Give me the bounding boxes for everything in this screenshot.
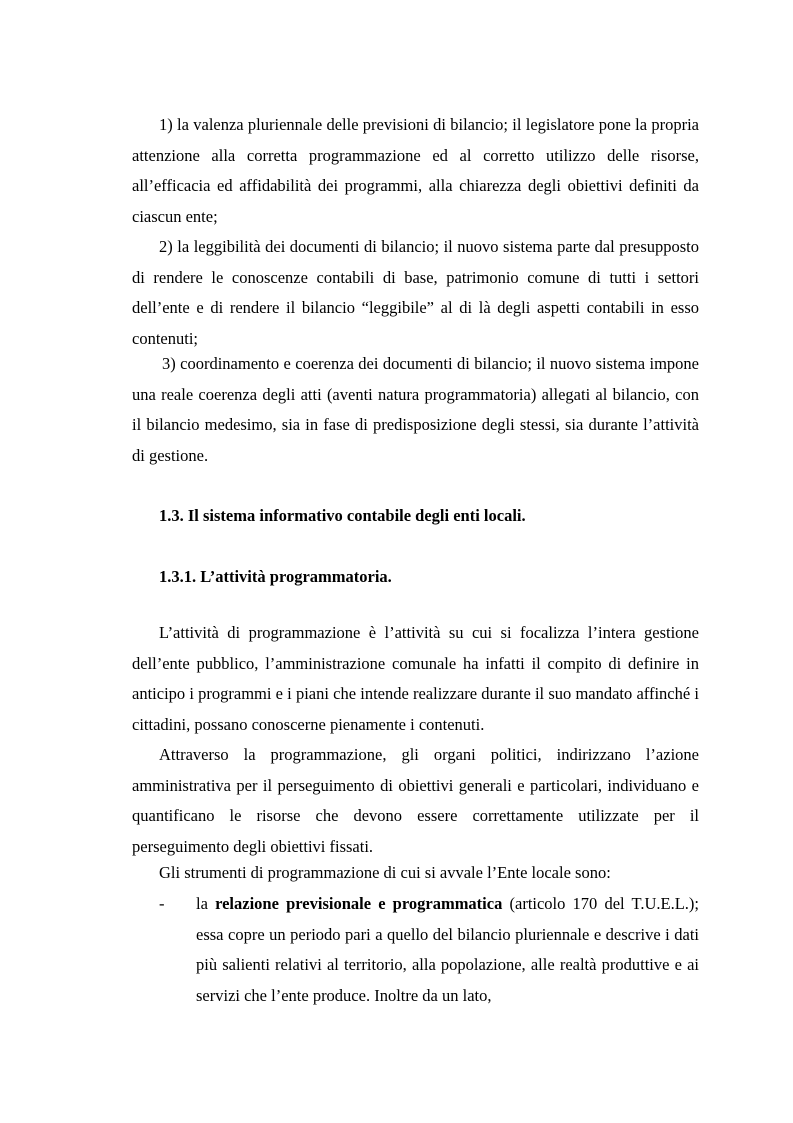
bullet-item [196, 889, 699, 1011]
paragraph-6: Gli strumenti di programmazione di cui si avvale l’Ente locale sono: [159, 863, 611, 882]
subsection-heading-1-3-1: 1.3.1. L’attività programmatoria. [159, 567, 392, 586]
section-heading-1-3: 1.3. Il sistema informativo contabile degli enti locali. [159, 506, 526, 525]
paragraph-1: 1) la valenza pluriennale delle previsioni di bilancio; il legislatore pone la propria attenzione alla corretta programmazione ed al corretto utilizzo delle risorse, all’efficacia ed affidabilità dei programmi, alla chiarezza degli obiettivi definiti da ciascun ente; [132, 115, 699, 226]
bullet-dash: - [159, 894, 165, 913]
bullet-text-bold: relazione previsionale e programmatica [215, 894, 503, 913]
bullet-text-post: (articolo 170 del T.U.E.L.); essa copre un periodo pari a quello del bilancio pluriennale e descrive i dati più salienti relativi al territorio, alla popolazione, alle realtà produttive e ai servizi che l’ente produce. Inoltre da un lato, [196, 894, 699, 1005]
bullet-text-pre: la [196, 894, 216, 913]
paragraph-3: 3) coordinamento e coerenza dei documenti di bilancio; il nuovo sistema impone una reale coerenza degli atti (aventi natura programmatoria) allegati al bilancio, con il bilancio medesimo, sia in fase di predisposizione degli stessi, sia durante l’attività di gestione. [132, 354, 699, 465]
paragraph-4: L’attività di programmazione è l’attività su cui si focalizza l’intera gestione dell’ente pubblico, l’amministrazione comunale ha infatti il compito di definire in anticipo i programmi e i piani che intende realizzare durante il suo mandato affinché i cittadini, possano conoscerne pienamente i contenuti. [132, 623, 699, 734]
paragraph-2: 2) la leggibilità dei documenti di bilancio; il nuovo sistema parte dal presupposto di rendere le conoscenze contabili di base, patrimonio comune di tutti i settori dell’ente e di rendere il bilancio “leggibile” al di là degli aspetti contabili in esso contenuti; [132, 237, 699, 348]
paragraph-5: Attraverso la programmazione, gli organi politici, indirizzano l’azione amministrativa per il perseguimento di obiettivi generali e particolari, individuano e quantificano le risorse che devono essere correttamente utilizzate per il perseguimento degli obiettivi fissati. [132, 745, 699, 856]
